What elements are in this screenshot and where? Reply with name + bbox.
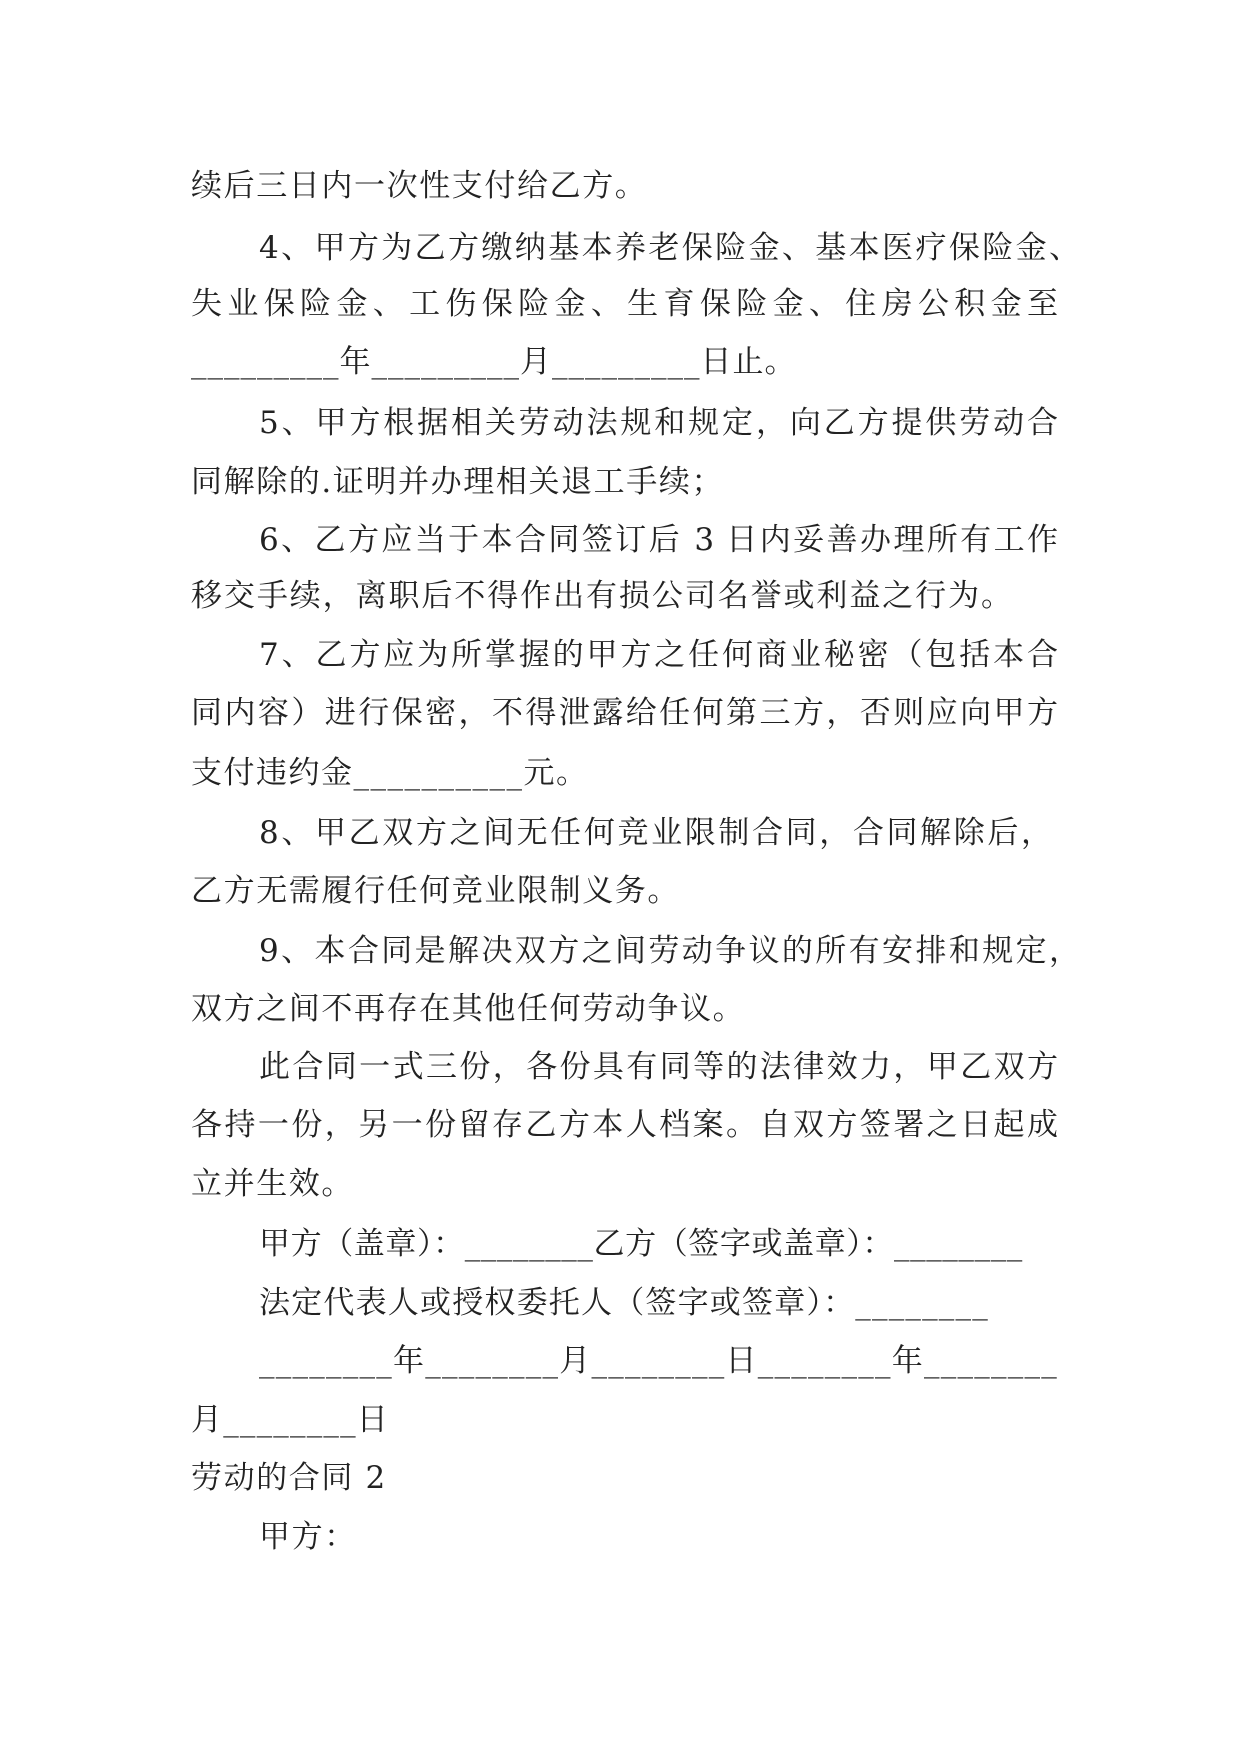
clause-8-line: 8、甲乙双方之间无任何竞业限制合同，合同解除后， bbox=[259, 815, 1052, 851]
paragraph-line: 各持一份，另一份留存乙方本人档案。自双方签署之日起成 bbox=[191, 1107, 1058, 1143]
signature-representative-line: 法定代表人或授权委托人（签字或签章）：________ bbox=[259, 1285, 989, 1321]
clause-9-line: 9、本合同是解决双方之间劳动争议的所有安排和规定， bbox=[259, 933, 1080, 969]
paragraph-line: 双方之间不再存在其他任何劳动争议。 bbox=[191, 991, 746, 1027]
paragraph-line: 立并生效。 bbox=[191, 1166, 354, 1202]
clause-5-line: 5、甲方根据相关劳动法规和规定，向乙方提供劳动合 bbox=[259, 405, 1058, 441]
closing-clause-line: 此合同一式三份，各份具有同等的法律效力，甲乙双方 bbox=[259, 1049, 1058, 1085]
paragraph-line: 续后三日内一次性支付给乙方。 bbox=[191, 168, 648, 204]
signature-party-line: 甲方（盖章）：________乙方（签字或盖章）：________ bbox=[259, 1226, 1023, 1262]
signature-date-line-continued: 月________日 bbox=[191, 1402, 389, 1438]
penalty-blank-line: 支付违约金__________元。 bbox=[191, 755, 589, 791]
clause-4-line: 4、甲方为乙方缴纳基本养老保险金、基本医疗保险金、 bbox=[259, 230, 1080, 266]
paragraph-line: 失业保险金、工伤保险金、生育保险金、住房公积金至 bbox=[191, 286, 1058, 322]
clause-7-line: 7、乙方应为所掌握的甲方之任何商业秘密（包括本合 bbox=[259, 637, 1058, 673]
paragraph-line: 乙方无需履行任何竞业限制义务。 bbox=[191, 873, 680, 909]
signature-date-line: ________年________月________日________年________ bbox=[259, 1343, 1058, 1379]
section-heading: 劳动的合同 2 bbox=[191, 1460, 387, 1496]
date-blank-line: _________年_________月_________日止。 bbox=[191, 344, 797, 380]
paragraph-line: 移交手续，离职后不得作出有损公司名誉或利益之行为。 bbox=[191, 578, 1012, 614]
party-a-label: 甲方： bbox=[259, 1519, 357, 1555]
paragraph-line: 同解除的.证明并办理相关退工手续； bbox=[191, 464, 725, 500]
clause-6-line: 6、乙方应当于本合同签订后 3 日内妥善办理所有工作 bbox=[259, 522, 1058, 558]
paragraph-line: 同内容）进行保密，不得泄露给任何第三方，否则应向甲方 bbox=[191, 695, 1058, 731]
